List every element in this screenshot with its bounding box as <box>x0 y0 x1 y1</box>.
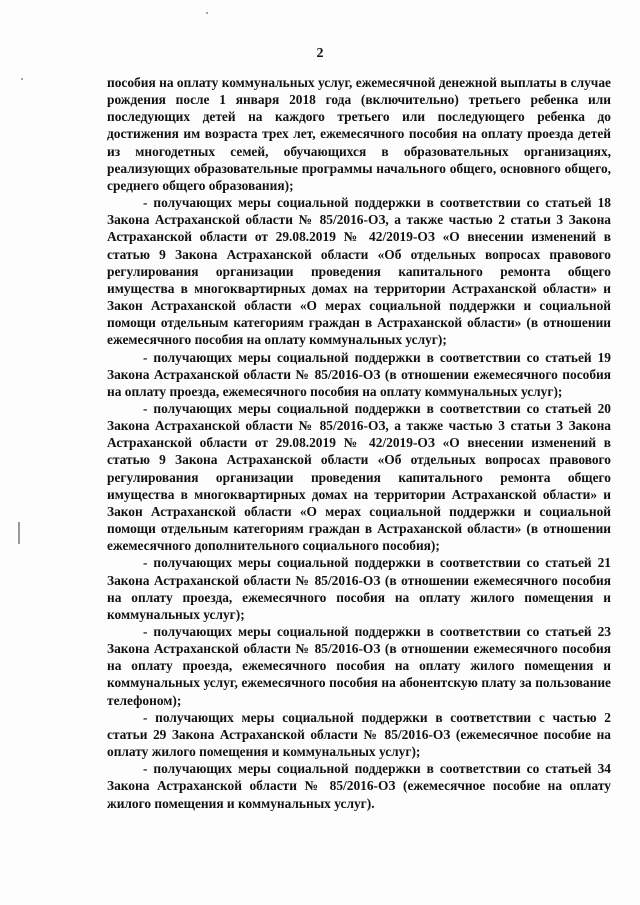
document-body <box>107 74 611 812</box>
paragraph-6: - получающих меры социальной поддержки в соответствии со статьей 23 Закона Астраханской области № 85/2016-ОЗ (в отношении ежемесячного пособия на оплату проезда, ежемесячного пособия на оплату жилого помещения и коммунальных услуг, ежемесячного пособия на абонентскую плату за пользование телефоном); <box>107 624 611 708</box>
paragraph-4: - получающих меры социальной поддержки в соответствии со статьей 20 Закона Астраханской области № 85/2016-ОЗ, а также частью 3 статьи 3 Закона Астраханской области от 29.08.2019 № 42/2019-ОЗ «О внесении изменений в статью 9 Закона Астраханской области «Об отдельных вопросах правового регулирования организации проведения капитального ремонта общего имущества в многоквартирных домах на территории Астраханской области» и Закон Астраханской области «О мерах социальной поддержки и социальной помощи отдельным категориям граждан в Астраханской области» (в отношении ежемесячного дополнительного социального пособия); <box>107 400 611 554</box>
page-number: 2 <box>316 46 324 61</box>
paragraph-1: пособия на оплату коммунальных услуг, ежемесячной денежной выплаты в случае рождения после 1 января 2018 года (включительно) третьего ребенка или последующих детей на каждого третьего или последующего ребенка до достижения им возраста трех лет, ежемесячного пособия на оплату проезда детей из многодетных семей, обучающихся в образовательных организациях, реализующих образовательные программы начального общего, основного общего, среднего общего образования); <box>107 75 611 193</box>
paragraph-8: - получающих меры социальной поддержки в соответствии со статьей 34 Закона Астраханской области № 85/2016-ОЗ (ежемесячное пособие на оплату жилого помещения и коммунальных услуг). <box>107 761 611 811</box>
scan-speck <box>206 12 208 14</box>
scan-speck <box>21 78 23 80</box>
paragraph-5: - получающих меры социальной поддержки в соответствии со статьей 21 Закона Астраханской области № 85/2016-ОЗ (в отношении ежемесячного пособия на оплату проезда, ежемесячного пособия на оплату жилого помещения и коммунальных услуг); <box>107 555 611 622</box>
scan-edge-mark <box>18 522 20 544</box>
paragraph-7: - получающих меры социальной поддержки в соответствии с частью 2 статьи 29 Закона Астраханской области № 85/2016-ОЗ (ежемесячное пособие на оплату жилого помещения и коммунальных услуг); <box>107 709 611 760</box>
paragraph-3: - получающих меры социальной поддержки в соответствии со статьей 19 Закона Астраханской области № 85/2016-ОЗ (в отношении ежемесячного пособия на оплату проезда, ежемесячного пособия на оплату коммунальных услуг); <box>107 349 611 399</box>
paragraph-2: - получающих меры социальной поддержки в соответствии со статьей 18 Закона Астраханской области № 85/2016-ОЗ, а также частью 2 статьи 3 Закона Астраханской области от 29.08.2019 № 42/2019-ОЗ «О внесении изменений в статью 9 Закона Астраханской области «Об отдельных вопросах правового регулирования организации проведения капитального ремонта общего имущества в многоквартирных домах на территории Астраханской области» и Закон Астраханской области «О мерах социальной поддержки и социальной помощи отдельным категориям граждан в Астраханской области» (в отношении ежемесячного пособия на оплату коммунальных услуг); <box>107 195 611 348</box>
